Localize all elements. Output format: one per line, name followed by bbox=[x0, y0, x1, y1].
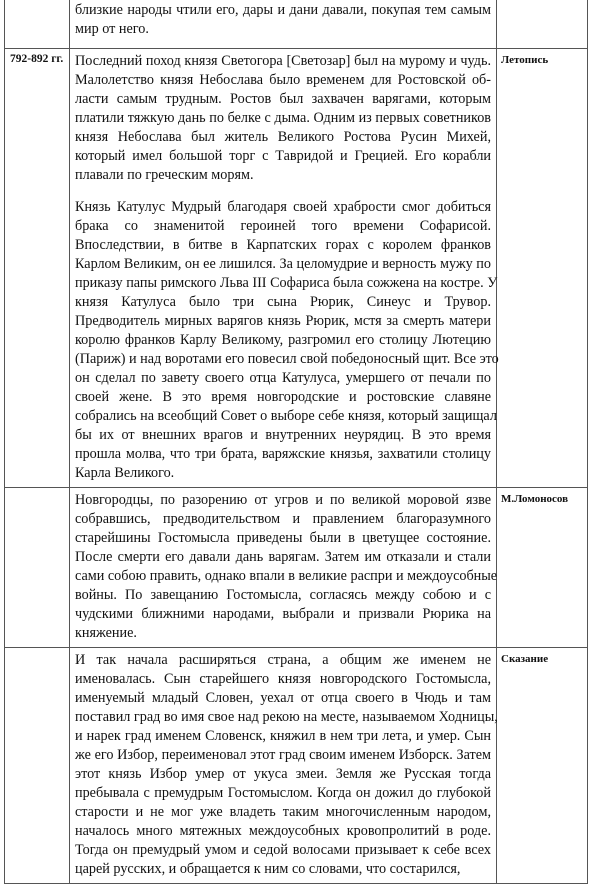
text-paragraph bbox=[75, 651, 498, 879]
text-line: ласти самым трудным. Ростов был захвачен варягами, которым bbox=[75, 91, 491, 107]
text-line: собрались на всеобщий Совет о выборе себе князя, который защищал bbox=[75, 408, 497, 424]
source-label: Летопись bbox=[501, 54, 549, 66]
chronicle-table bbox=[4, 0, 588, 884]
date-label bbox=[5, 0, 69, 2]
text-line: И так начала расширяться страна, а общим же именем не bbox=[75, 652, 491, 668]
text-line: Карла Великого. bbox=[75, 465, 175, 481]
text-line: платили тяжкую дань по белке с дыма. Одним из первых советников bbox=[75, 110, 491, 126]
table-row bbox=[5, 488, 588, 648]
text-line: После смерти его давали дань варягам. Затем им отказали и стали bbox=[75, 549, 491, 565]
text-line: этот князь Избор умер от укуса змеи. Земля же Русская тогда bbox=[75, 766, 491, 782]
text-line: началось много мятежных междоусобных кровопролитий в роде. bbox=[75, 823, 491, 839]
table-row bbox=[5, 49, 588, 488]
date-cell bbox=[5, 648, 70, 884]
text-cell bbox=[70, 488, 497, 648]
text-line: Карлом Великим, он ее лишился. За целомудрие и верность мужу по bbox=[75, 256, 491, 272]
text-line: старости и не мог уже владеть таким многочисленным народом, bbox=[75, 804, 491, 820]
text-line: собравшись, предводительством и правлением благоразумного bbox=[75, 511, 491, 527]
text-line: близкие народы чтили его, дары и дани давали, покупая тем самым bbox=[75, 2, 491, 18]
source-cell bbox=[497, 648, 588, 884]
text-line: Тогда он премудрый умом и седой волосами призывает к себе всех bbox=[75, 842, 491, 858]
text-line: Малолетство князя Небослава было временем для Ростовской об- bbox=[75, 72, 491, 88]
text-line: бы их от внешних врагов и внутренних неурядиц. В это время bbox=[75, 427, 491, 443]
text-line: плавали по греческим морям. bbox=[75, 167, 254, 183]
text-line: именовалась. Сын старейшего князя новгородского Гостомысла, bbox=[75, 671, 491, 687]
text-paragraph bbox=[75, 1, 491, 39]
text-cell bbox=[70, 49, 497, 488]
text-cell bbox=[70, 648, 497, 884]
text-paragraph bbox=[75, 52, 491, 185]
text-line: царей русских, и обращается к ним со словами, что состарился, bbox=[75, 861, 461, 877]
text-line: он сделал по завету своего отца Катулуса, умершего от печали по bbox=[75, 370, 491, 386]
text-line: сами собою править, однако впали в великие распри и междоусобные bbox=[75, 568, 498, 584]
text-line: княжение. bbox=[75, 625, 137, 641]
text-line: князя Катулуса было три сына Рюрик, Синеус и Трувор. bbox=[75, 294, 491, 310]
text-line: Впоследствии, в битве в Карпатских горах с королем франков bbox=[75, 237, 491, 253]
date-label bbox=[5, 488, 69, 492]
text-line: старейшины Гостомысла приведены были в цветущее состояние. bbox=[75, 530, 491, 546]
text-line: который имел большой торг с Тавридой и Грецией. Его корабли bbox=[75, 148, 491, 164]
text-line: мир от него. bbox=[75, 21, 149, 37]
text-line: своей жене. В это время новгородские и ростовские славяне bbox=[75, 389, 491, 405]
text-line: Князь Катулус Мудрый благодаря своей храбрости смог добиться bbox=[75, 199, 491, 215]
text-line: приказу папы римского Льва III Софариса была сожжена на костре. У bbox=[75, 275, 498, 291]
source-cell bbox=[497, 0, 588, 49]
source-label: М.Ломоносов bbox=[501, 493, 569, 505]
date-label bbox=[5, 648, 69, 652]
text-line: князя Небослава был житель Великого Ростова Русин Михей, bbox=[75, 129, 491, 145]
text-line: (Париж) и над воротами его повесил свой победоносный щит. Все это bbox=[75, 351, 499, 367]
source-label: Сказание bbox=[501, 653, 549, 665]
text-line: Новгородцы, по разорению от угров и по великой моровой язве bbox=[75, 492, 491, 508]
text-line: брака со знаменитой героиней того времени Софарисой. bbox=[75, 218, 491, 234]
table-row bbox=[5, 648, 588, 884]
text-cell bbox=[70, 0, 497, 49]
date-cell bbox=[5, 0, 70, 49]
source-cell bbox=[497, 49, 588, 488]
date-cell bbox=[5, 488, 70, 648]
source-label bbox=[497, 0, 587, 3]
text-line: Последний поход князя Светогора [Светозар] был на мурому и чудь. bbox=[75, 53, 491, 69]
text-line: Предводитель мирных варягов князь Рюрик, мстя за смерть матери bbox=[75, 313, 491, 329]
date-cell bbox=[5, 49, 70, 488]
text-line: именуемый младый Словен, уехал от отца своего в Чюдь и там bbox=[75, 690, 491, 706]
text-line: войны. По завещанию Гостомысла, согласясь между собою и с bbox=[75, 587, 491, 603]
text-line: королю франков Карлу Великому, разгромил его столицу Лютецию bbox=[75, 332, 491, 348]
text-line: чудскими ближними народами, выбрали и призвали Рюрика на bbox=[75, 606, 491, 622]
text-line: и нарек град именем Словенск, княжил в нем три лета, и умер. Сын bbox=[75, 728, 491, 744]
text-line: пребывала с премудрым Гостомыслом. Когда он дожил до глубокой bbox=[75, 785, 491, 801]
text-line: поставил град во имя свое над рекою на месте, называемом Ходницы, bbox=[75, 709, 498, 725]
text-line: же его Избор, переименовал этот град своим именем Изборск. Затем bbox=[75, 747, 491, 763]
text-paragraph bbox=[75, 491, 498, 643]
table-row bbox=[5, 0, 588, 49]
text-line: прошла молва, что три брата, варяжские князья, захватили столицу bbox=[75, 446, 491, 462]
source-cell bbox=[497, 488, 588, 648]
text-paragraph bbox=[75, 198, 499, 483]
date-label: 792-892 гг. bbox=[10, 53, 64, 65]
